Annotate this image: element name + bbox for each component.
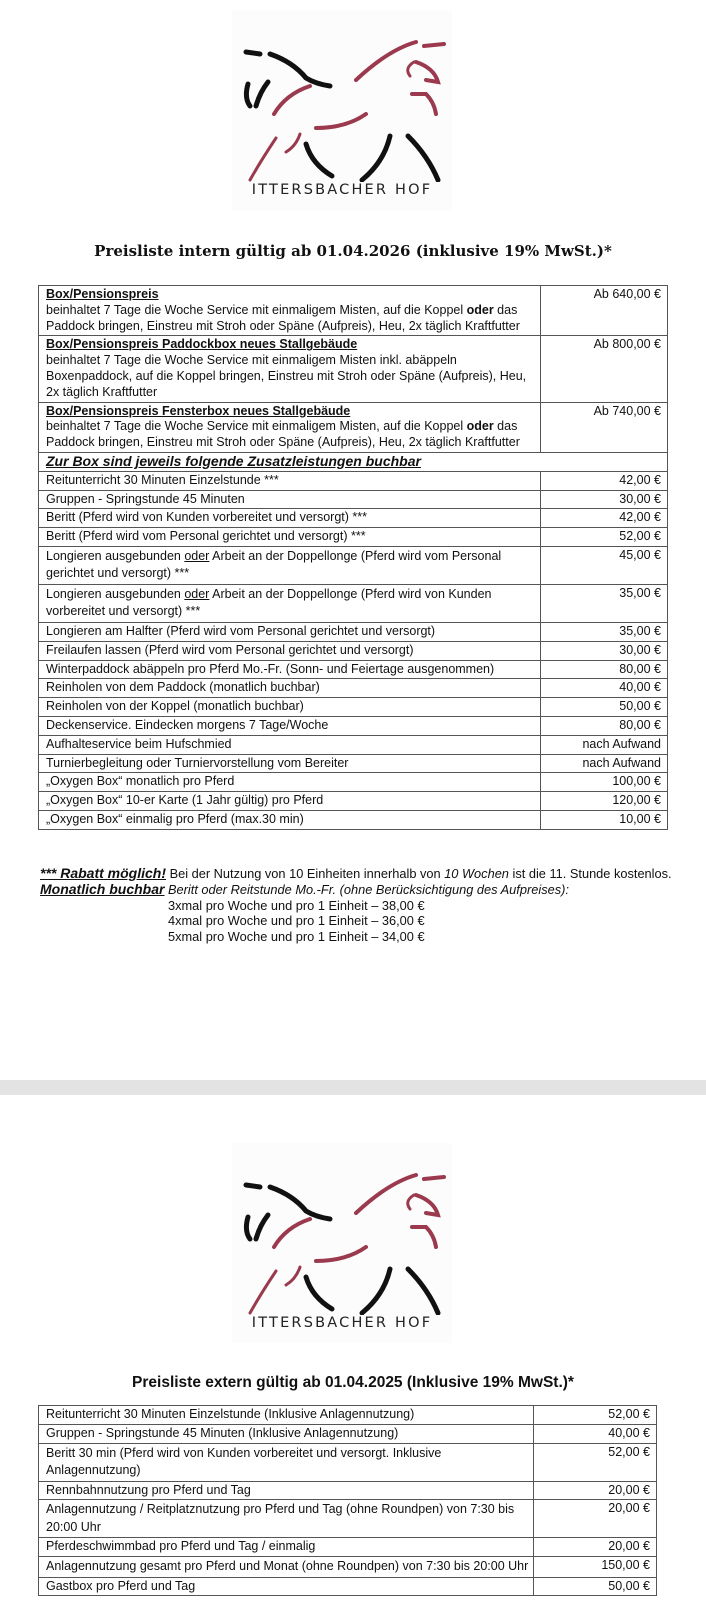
logo — [232, 1143, 452, 1343]
table-row — [39, 286, 668, 336]
table-row — [39, 471, 668, 490]
service-price: 100,00 € — [541, 773, 668, 792]
service-price: 42,00 € — [541, 471, 668, 490]
service-text-underlined: oder — [184, 548, 210, 563]
horse-logo-icon — [238, 32, 446, 182]
section-heading: Zur Box sind jeweils folgende Zusatzleistungen buchbar — [39, 452, 668, 471]
service-price: 40,00 € — [534, 1424, 657, 1443]
service-price: 52,00 € — [541, 528, 668, 547]
service-label: Longieren am Halfter (Pferd wird vom Personal gerichtet und versorgt) — [39, 622, 541, 641]
service-label: Gruppen - Springstunde 45 Minuten (Inklusive Anlagennutzung) — [39, 1424, 534, 1443]
table-row — [39, 641, 668, 660]
service-price: nach Aufwand — [541, 735, 668, 754]
service-price: nach Aufwand — [541, 754, 668, 773]
table-row — [39, 1538, 657, 1557]
service-price: 10,00 € — [541, 810, 668, 829]
service-label: Gastbox pro Pferd und Tag — [39, 1577, 534, 1596]
footnotes — [40, 866, 690, 945]
page-title-internal: Preisliste intern gültig ab 01.04.2026 (inklusive 19% MwSt.)* — [94, 242, 612, 260]
service-label — [39, 584, 541, 622]
table-row — [39, 402, 668, 452]
table-row — [39, 490, 668, 509]
table-row — [39, 1443, 657, 1481]
service-price: 30,00 € — [541, 641, 668, 660]
box-price: Ab 640,00 € — [541, 286, 668, 336]
service-text-underlined: oder — [184, 586, 210, 601]
service-text: Arbeit an der Doppellonge (Pferd wird von Kunden vorbereitet und versorgt) *** — [46, 586, 492, 619]
table-row — [39, 660, 668, 679]
service-label: Reinholen von der Koppel (monatlich buchbar) — [39, 698, 541, 717]
horse-logo-icon — [238, 1165, 446, 1315]
monthly-note — [40, 882, 690, 898]
service-label: Winterpaddock abäppeln pro Pferd Mo.-Fr. (Sonn- und Feiertage ausgenommen) — [39, 660, 541, 679]
box-price: Ab 740,00 € — [541, 402, 668, 452]
monthly-label: Monatlich buchbar — [40, 880, 165, 897]
service-label: Gruppen - Springstunde 45 Minuten — [39, 490, 541, 509]
logo — [232, 10, 452, 210]
discount-label: *** Rabatt möglich! — [40, 865, 167, 881]
table-row — [39, 546, 668, 584]
table-row — [39, 1500, 657, 1538]
service-label: Beritt (Pferd wird von Kunden vorbereitet und versorgt) *** — [39, 509, 541, 528]
table-row — [39, 1406, 657, 1425]
service-price: 150,00 € — [534, 1557, 657, 1578]
service-price: 52,00 € — [534, 1443, 657, 1481]
service-label: „Oxygen Box“ einmalig pro Pferd (max.30 min) — [39, 810, 541, 829]
service-label: Pferdeschwimmbad pro Pferd und Tag / einmalig — [39, 1538, 534, 1557]
service-price: 40,00 € — [541, 679, 668, 698]
service-label: Rennbahnnutzung pro Pferd und Tag — [39, 1481, 534, 1500]
discount-text-italic: 10 Wochen — [444, 866, 509, 881]
table-row — [39, 1557, 657, 1578]
box-heading: Box/Pensionspreis — [46, 287, 159, 301]
discount-text: ist die 11. Stunde kostenlos. — [508, 866, 672, 881]
service-price: 20,00 € — [534, 1481, 657, 1500]
box-text-bold: oder — [466, 302, 494, 317]
table-row — [39, 1424, 657, 1443]
external-price-table — [38, 1405, 657, 1596]
service-label: Reinholen von dem Paddock (monatlich buchbar) — [39, 679, 541, 698]
service-label: Reitunterricht 30 Minuten Einzelstunde (Inklusive Anlagennutzung) — [39, 1406, 534, 1425]
table-row — [39, 509, 668, 528]
box-description — [39, 336, 541, 402]
service-label: Freilaufen lassen (Pferd wird vom Personal gerichtet und versorgt) — [39, 641, 541, 660]
service-label: „Oxygen Box“ monatlich pro Pferd — [39, 773, 541, 792]
table-row — [39, 810, 668, 829]
box-text: beinhaltet 7 Tage die Woche Service mit einmaligem Misten, auf die Koppel — [46, 419, 467, 434]
service-label: Beritt (Pferd wird vom Personal gerichtet und versorgt) *** — [39, 528, 541, 547]
service-price: 42,00 € — [541, 509, 668, 528]
service-text: Longieren ausgebunden — [46, 586, 185, 601]
service-price: 45,00 € — [541, 546, 668, 584]
service-price: 20,00 € — [534, 1500, 657, 1538]
monthly-tier: 5xmal pro Woche und pro 1 Einheit – 34,00 € — [168, 929, 425, 945]
service-label: Anlagennutzung / Reitplatznutzung pro Pferd und Tag (ohne Roundpen) von 7:30 bis 20:00 Uhr — [39, 1500, 534, 1538]
discount-note — [40, 866, 690, 882]
box-text: das Paddock bringen, Einstreu mit Stroh oder Späne (Aufpreis), Heu, 2x täglich Kraftfutter — [46, 302, 520, 333]
table-row — [39, 679, 668, 698]
service-price: 35,00 € — [541, 584, 668, 622]
page-title-external: Preisliste extern gültig ab 01.04.2025 (Inklusive 19% MwSt.)* — [132, 1374, 574, 1391]
brand-name: ITTERSBACHER HOF — [251, 1315, 433, 1331]
table-row — [39, 1577, 657, 1596]
table-row — [39, 1481, 657, 1500]
service-label: Deckenservice. Eindecken morgens 7 Tage/Woche — [39, 716, 541, 735]
table-row — [39, 336, 668, 402]
service-label: Beritt 30 min (Pferd wird von Kunden vorbereitet und versorgt. Inklusive Anlagennutzung) — [39, 1443, 534, 1481]
page-separator — [0, 1080, 706, 1095]
box-text: beinhaltet 7 Tage die Woche Service mit einmaligem Misten inkl. abäppeln Boxenpaddock, auf die Koppel bringen, Einstreu mit Stroh oder Späne (Aufpreis), Heu, 2x täglich Kraftfutter — [46, 353, 527, 399]
service-text: Arbeit an der Doppellonge (Pferd wird vom Personal gerichtet und versorgt) *** — [46, 548, 502, 581]
service-price: 120,00 € — [541, 792, 668, 811]
table-row — [39, 754, 668, 773]
table-row — [39, 584, 668, 622]
service-price: 50,00 € — [541, 698, 668, 717]
service-text: Longieren ausgebunden — [46, 548, 185, 563]
discount-text: Bei der Nutzung von 10 Einheiten innerhalb von — [166, 866, 445, 881]
table-row — [39, 622, 668, 641]
box-heading: Box/Pensionspreis Fensterbox neues Stallgebäude — [46, 403, 351, 418]
section-row — [39, 452, 668, 471]
service-price: 80,00 € — [541, 716, 668, 735]
service-label: Aufhalteservice beim Hufschmied — [39, 735, 541, 754]
table-row — [39, 698, 668, 717]
table-row — [39, 716, 668, 735]
table-row — [39, 792, 668, 811]
table-row — [39, 528, 668, 547]
service-label — [39, 546, 541, 584]
table-row — [39, 773, 668, 792]
box-text-bold: oder — [466, 419, 494, 434]
box-description — [39, 286, 541, 336]
service-price: 80,00 € — [541, 660, 668, 679]
service-label: „Oxygen Box“ 10-er Karte (1 Jahr gültig) pro Pferd — [39, 792, 541, 811]
service-price: 20,00 € — [534, 1538, 657, 1557]
box-price: Ab 800,00 € — [541, 336, 668, 402]
service-label: Reitunterricht 30 Minuten Einzelstunde *** — [39, 471, 541, 490]
service-price: 30,00 € — [541, 490, 668, 509]
service-price: 52,00 € — [534, 1406, 657, 1425]
service-label: Turnierbegleitung oder Turniervorstellung vom Bereiter — [39, 754, 541, 773]
monthly-text: Beritt oder Reitstunde Mo.-Fr. (ohne Berücksichtigung des Aufpreises): — [164, 881, 569, 897]
box-text: beinhaltet 7 Tage die Woche Service mit einmaligem Misten, auf die Koppel — [46, 302, 467, 317]
box-description — [39, 402, 541, 452]
service-price: 35,00 € — [541, 622, 668, 641]
box-text: das Paddock bringen, Einstreu mit Stroh oder Späne (Aufpreis), Heu, 2x täglich Kraftfutter — [46, 419, 520, 450]
table-row — [39, 735, 668, 754]
internal-price-table — [38, 285, 668, 830]
service-label: Anlagennutzung gesamt pro Pferd und Monat (ohne Roundpen) von 7:30 bis 20:00 Uhr — [39, 1557, 534, 1578]
monthly-tier: 4xmal pro Woche und pro 1 Einheit – 36,00 € — [168, 913, 425, 929]
box-heading: Box/Pensionspreis Paddockbox neues Stallgebäude — [46, 337, 358, 352]
brand-name: ITTERSBACHER HOF — [251, 182, 433, 198]
service-price: 50,00 € — [534, 1577, 657, 1596]
monthly-tier: 3xmal pro Woche und pro 1 Einheit – 38,00 € — [168, 897, 425, 913]
